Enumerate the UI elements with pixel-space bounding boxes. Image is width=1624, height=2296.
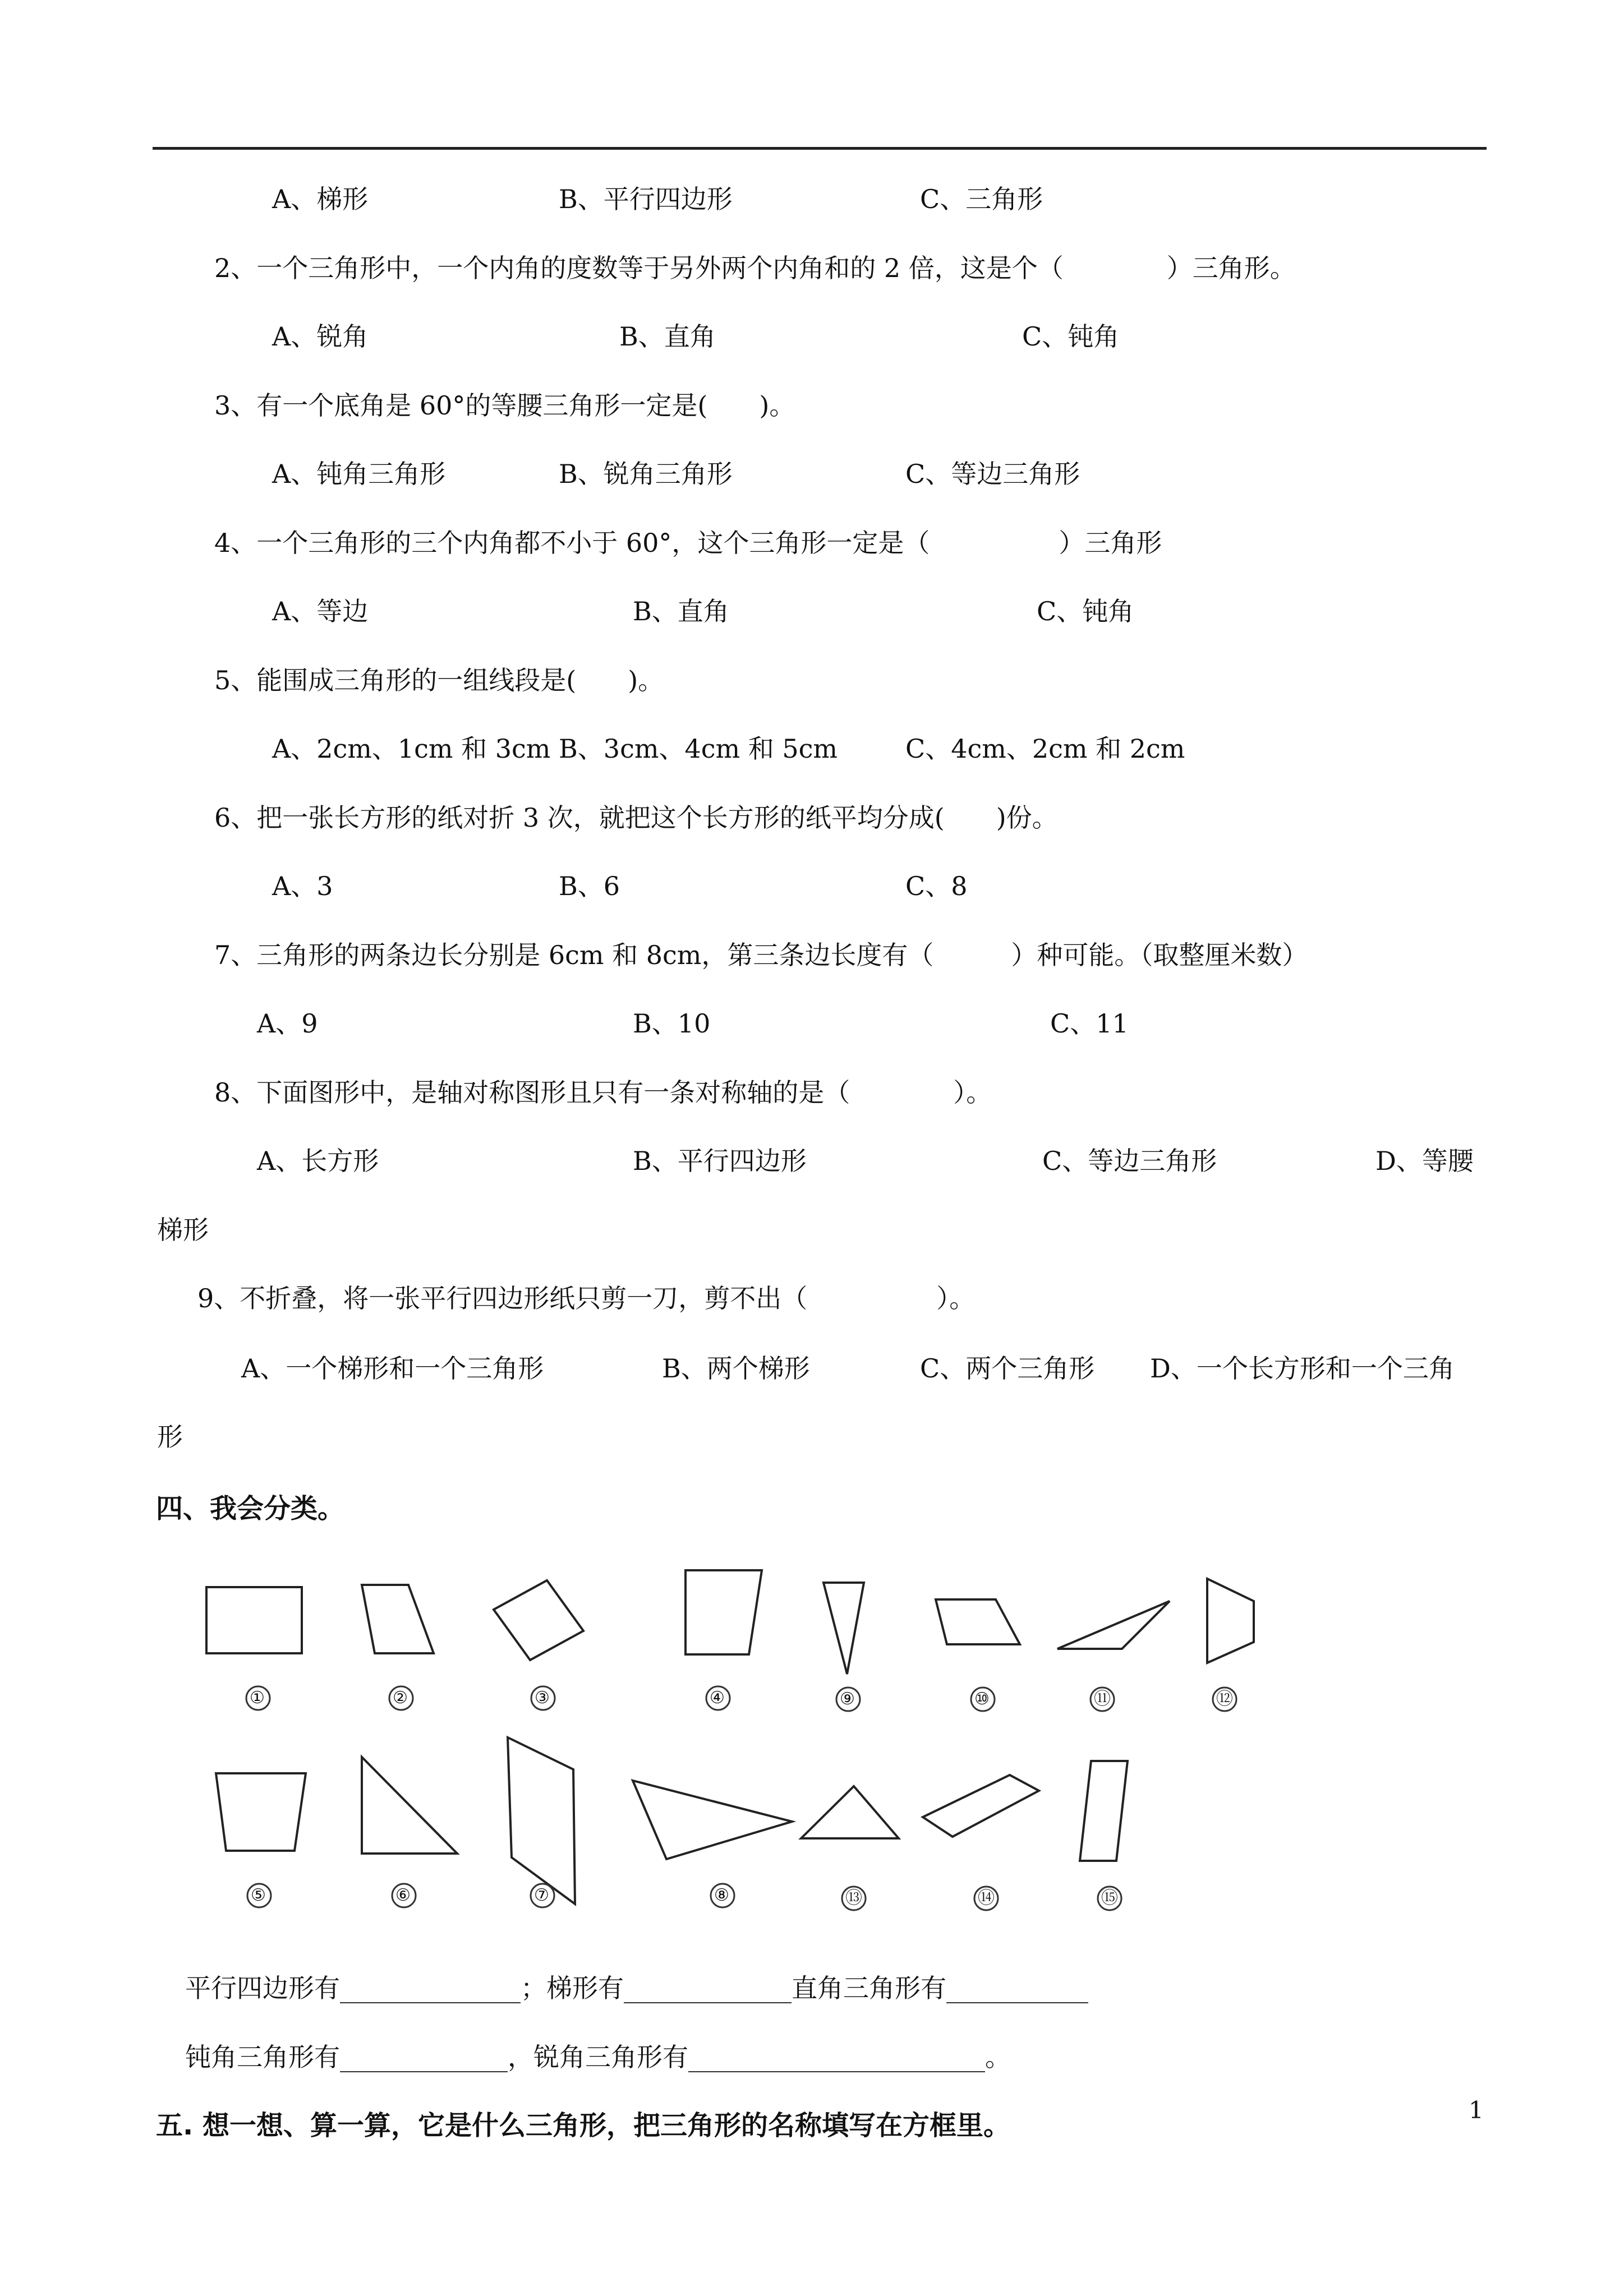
question-2: 2、一个三角形中，一个内角的度数等于另外两个内角和的 2 倍，这是个（ ）三角形。: [214, 253, 1296, 283]
q3-option-b: B、锐角三角形: [559, 459, 733, 489]
label-1: ①: [250, 1688, 265, 1708]
shape-3-square: [494, 1580, 583, 1660]
label-6: ⑥: [395, 1885, 411, 1905]
q7-option-a: A、9: [257, 1008, 318, 1039]
question-8: 8、下面图形中，是轴对称图形且只有一条对称轴的是（ ）。: [214, 1077, 992, 1108]
q8-option-a: A、长方形: [257, 1146, 379, 1176]
question-4: 4、一个三角形的三个内角都不小于 60°，这个三角形一定是（ ）三角形: [214, 528, 1162, 558]
label-10: ⑩: [974, 1689, 990, 1709]
question-3: 3、有一个底角是 60°的等腰三角形一定是( )。: [214, 390, 795, 421]
label-9: ⑨: [840, 1689, 855, 1709]
question-6: 6、把一张长方形的纸对折 3 次，就把这个长方形的纸平均分成( )份。: [214, 803, 1058, 833]
question-7: 7、三角形的两条边长分别是 6cm 和 8cm，第三条边长度有（ ）种可能。（取整厘米数）: [214, 940, 1308, 970]
shape-2-parallelogram: [362, 1585, 434, 1653]
q1-option-a: A、梯形: [272, 184, 369, 214]
q6-option-a: A、3: [272, 871, 333, 901]
classification-line-2: 钝角三角形有_____________，锐角三角形有_______________________。: [185, 2042, 1011, 2072]
q3-option-a: A、钝角三角形: [272, 459, 446, 489]
label-13: ⑬: [845, 1888, 862, 1908]
q9-option-d: D、一个长方形和一个三角: [1150, 1353, 1455, 1384]
q5-option-c: C、4cm、2cm 和 2cm: [905, 734, 1185, 764]
label-12: ⑫: [1216, 1689, 1233, 1709]
section-5-title: 五. 想一想、算一算，它是什么三角形，把三角形的名称填写在方框里。: [156, 2110, 1010, 2141]
q3-option-c: C、等边三角形: [905, 459, 1080, 489]
q6-option-b: B、6: [559, 871, 620, 901]
label-15: ⑮: [1101, 1888, 1118, 1908]
label-7: ⑦: [534, 1885, 549, 1905]
q8-option-d: D、等腰: [1375, 1146, 1474, 1176]
q9-option-c: C、两个三角形: [920, 1353, 1095, 1384]
label-14: ⑭: [978, 1888, 995, 1908]
label-2: ②: [393, 1688, 408, 1708]
section-4-title: 四、我会分类。: [156, 1493, 345, 1524]
question-9: 9、不折叠，将一张平行四边形纸只剪一刀，剪不出（ ）。: [197, 1283, 976, 1313]
classification-line-1: 平行四边形有______________；梯形有_____________直角三角形有___________: [185, 1973, 1088, 2003]
q6-option-c: C、8: [905, 871, 968, 901]
q5-option-b: B、3cm、4cm 和 5cm: [559, 734, 838, 764]
q4-option-c: C、钝角: [1037, 596, 1134, 626]
shape-15: [1080, 1761, 1128, 1861]
shape-6-right-triangle: [362, 1757, 457, 1854]
q4-option-a: A、等边: [272, 596, 369, 626]
q1-option-b: B、平行四边形: [559, 184, 733, 214]
q9-option-d-wrap: 形: [157, 1422, 183, 1452]
label-5: ⑤: [251, 1885, 266, 1905]
q4-option-b: B、直角: [633, 596, 729, 626]
q7-option-b: B、10: [633, 1008, 711, 1039]
q1-option-c: C、三角形: [920, 184, 1043, 214]
label-3: ③: [535, 1688, 550, 1708]
question-5: 5、能围成三角形的一组线段是( )。: [214, 665, 664, 695]
shape-14-parallelogram: [923, 1775, 1039, 1837]
q2-option-a: A、锐角: [272, 321, 369, 352]
shape-13-triangle: [801, 1786, 899, 1838]
q2-option-c: C、钝角: [1022, 321, 1120, 352]
q8-option-d-wrap: 梯形: [157, 1215, 209, 1245]
shape-12-trapezoid: [1207, 1579, 1254, 1663]
q2-option-b: B、直角: [619, 321, 716, 352]
q8-option-c: C、等边三角形: [1042, 1146, 1217, 1176]
label-4: ④: [710, 1688, 725, 1708]
shape-11-triangle: [1057, 1601, 1170, 1649]
shape-9-triangle: [823, 1583, 864, 1674]
q7-option-c: C、11: [1050, 1008, 1129, 1039]
shape-8-triangle: [633, 1781, 792, 1859]
q8-option-b: B、平行四边形: [633, 1146, 807, 1176]
shape-1-rectangle: [206, 1587, 302, 1653]
label-8: ⑧: [714, 1885, 729, 1905]
label-11: ⑪: [1094, 1689, 1111, 1709]
page-number: 1: [1469, 2096, 1484, 2124]
shape-4-trapezoid: [686, 1570, 762, 1654]
q9-option-a: A、一个梯形和一个三角形: [241, 1353, 544, 1384]
shape-10-parallelogram: [936, 1599, 1020, 1644]
shape-5-trapezoid: [216, 1773, 306, 1851]
q9-option-b: B、两个梯形: [662, 1353, 810, 1384]
q5-option-a: A、2cm、1cm 和 3cm: [272, 734, 551, 764]
